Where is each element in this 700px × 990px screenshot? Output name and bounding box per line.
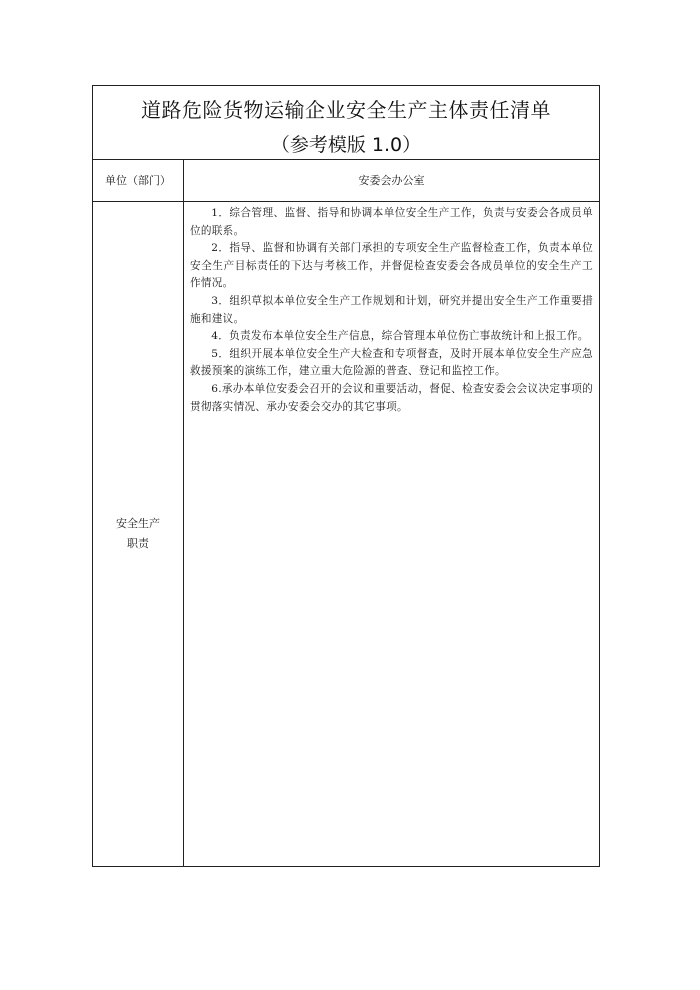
duty-label-line1: 安全生产 [116, 517, 160, 530]
duty-label-line2: 职责 [127, 537, 149, 550]
unit-row [93, 160, 599, 202]
duty-list [190, 205, 593, 416]
duty-item: 2．指导、监督和协调有关部门承担的专项安全生产监督检查工作，负责本单位安全生产目标责任的下达与考核工作，并督促检查安委会各成员单位的安全生产工作情况。 [190, 242, 593, 290]
duty-label-cell [93, 202, 183, 866]
duty-item: 3．组织草拟本单位安全生产工作规划和计划，研究并提出安全生产工作重要措施和建议。 [190, 294, 593, 325]
responsibility-table [92, 85, 600, 867]
unit-value: 安委会办公室 [358, 174, 425, 187]
duty-item: 1．综合管理、监督、指导和协调本单位安全生产工作，负责与安委会各成员单位的联系。 [190, 207, 593, 237]
column-divider [183, 160, 184, 866]
duty-item: 6.承办本单位安委会召开的会议和重要活动，督促、检查安委会会议决定事项的贯彻落实情况、承办安委会交办的其它事项。 [190, 382, 593, 413]
duty-item: 5．组织开展本单位安全生产大检查和专项督查，及时开展本单位安全生产应急救援预案的演练工作，建立重大危险源的普查、登记和监控工作。 [190, 347, 593, 378]
title-block [93, 86, 599, 160]
document-title: 道路危险货物运输企业安全生产主体责任清单 [141, 98, 551, 122]
duty-item: 4．负责发布本单位安全生产信息，综合管理本单位伤亡事故统计和上报工作。 [211, 330, 589, 343]
document-subtitle: （参考模版 1.0） [270, 134, 422, 156]
unit-label: 单位（部门） [105, 174, 171, 187]
